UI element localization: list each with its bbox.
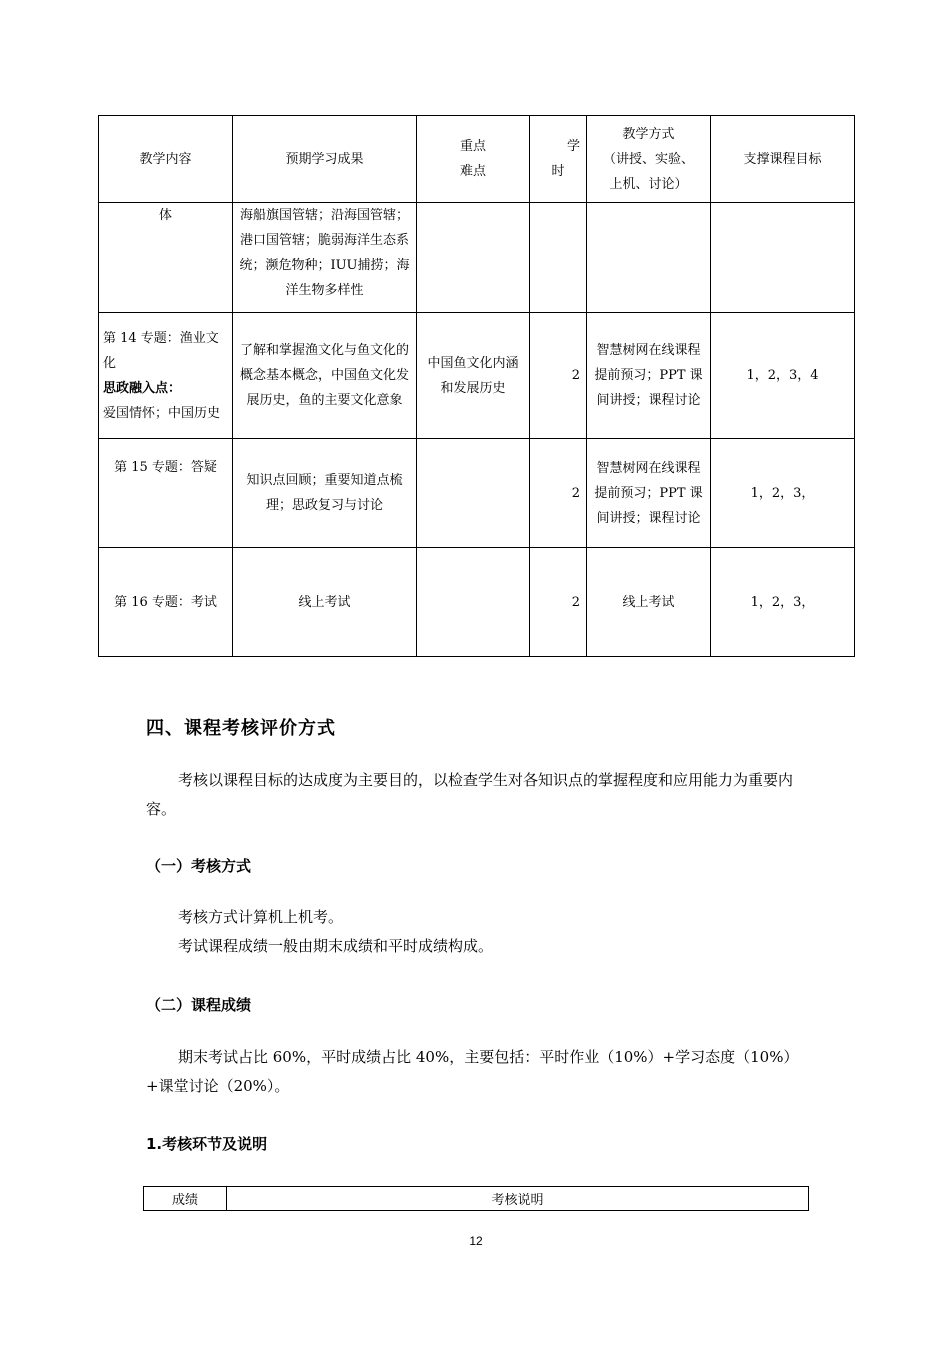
row1-hours — [530, 203, 587, 313]
header-hours-line1: 学 — [566, 139, 580, 154]
header-key-points — [417, 116, 530, 203]
row4-method: 线上考试 — [587, 548, 711, 657]
row1-content: 体 — [99, 203, 233, 313]
page-number: 12 — [469, 1234, 483, 1248]
table-row — [99, 313, 855, 439]
header-goal: 支撑课程目标 — [711, 116, 855, 203]
header-method-line1: 教学方式 — [622, 126, 675, 142]
row2-hours: 2 — [530, 313, 587, 439]
row1-outcome: 海船旗国管辖；沿海国管辖；港口国管辖；脆弱海洋生态系统；濒危物种；IUU捕捞；海洋生物多样性 — [233, 203, 417, 313]
row2-outcome: 了解和掌握渔文化与鱼文化的概念基本概念，中国鱼文化发展历史，鱼的主要文化意象 — [233, 313, 417, 439]
row3-outcome: 知识点回顾；重要知道点梳理；思政复习与讨论 — [233, 439, 417, 548]
assessment-header-description: 考核说明 — [227, 1187, 809, 1211]
row4-hours: 2 — [530, 548, 587, 657]
header-method-line2: （讲授、实验、 — [602, 151, 694, 167]
header-hours-line2: 时 — [551, 164, 565, 179]
section-title: 四、课程考核评价方式 — [146, 718, 336, 739]
teaching-schedule-table — [98, 115, 855, 657]
assessment-method-line1: 考核方式计算机上机考。 — [178, 908, 344, 926]
row2-content-label: 思政融入点： — [103, 380, 182, 396]
row1-key — [417, 203, 530, 313]
assessment-header-grade: 成绩 — [144, 1187, 227, 1211]
table-row — [99, 439, 855, 548]
row4-content: 第 16 专题：考试 — [99, 548, 233, 657]
header-key-line2: 难点 — [459, 164, 486, 179]
row3-content: 第 15 专题：答疑 — [99, 439, 233, 548]
table-header-row — [99, 116, 855, 203]
row2-content-title: 第 14 专题：渔业文化 — [103, 330, 219, 371]
row2-content — [99, 313, 233, 439]
row2-method: 智慧树网在线课程提前预习；PPT 课间讲授；课程讨论 — [587, 313, 711, 439]
assessment-header-row — [144, 1187, 809, 1211]
subsection-title-assessment-steps: 1.考核环节及说明 — [146, 1135, 268, 1153]
table-row — [99, 203, 855, 313]
section-intro: 考核以课程目标的达成度为主要目的，以检查学生对各知识点的掌握程度和应用能力为重要内容。 — [146, 771, 794, 818]
subsection-title-course-grade: （二）课程成绩 — [146, 996, 252, 1014]
row2-key: 中国鱼文化内涵和发展历史 — [417, 313, 530, 439]
row3-key — [417, 439, 530, 548]
header-key-line1: 重点 — [459, 139, 486, 154]
row2-goal: 1，2，3，4 — [711, 313, 855, 439]
table-row — [99, 548, 855, 657]
row3-method: 智慧树网在线课程提前预习；PPT 课间讲授；课程讨论 — [587, 439, 711, 548]
row3-hours: 2 — [530, 439, 587, 548]
row3-goal: 1，2，3， — [711, 439, 855, 548]
subsection-title-assessment-method: （一）考核方式 — [146, 857, 252, 875]
assessment-table — [143, 1186, 809, 1211]
row1-method — [587, 203, 711, 313]
row4-goal: 1，2，3， — [711, 548, 855, 657]
assessment-method-line2: 考试课程成绩一般由期末成绩和平时成绩构成。 — [178, 937, 494, 955]
header-method-line3: 上机、讨论） — [609, 176, 688, 192]
course-grade-text: 期末考试占比 60%，平时成绩占比 40%，主要包括：平时作业（10%）+学习态度（10%）+课堂讨论（20%）。 — [146, 1048, 799, 1095]
header-method — [587, 116, 711, 203]
header-hours — [530, 116, 587, 203]
row4-outcome: 线上考试 — [233, 548, 417, 657]
row1-goal — [711, 203, 855, 313]
row2-content-text: 爱国情怀；中国历史 — [103, 405, 221, 421]
row4-key — [417, 548, 530, 657]
header-content: 教学内容 — [99, 116, 233, 203]
header-outcome: 预期学习成果 — [233, 116, 417, 203]
